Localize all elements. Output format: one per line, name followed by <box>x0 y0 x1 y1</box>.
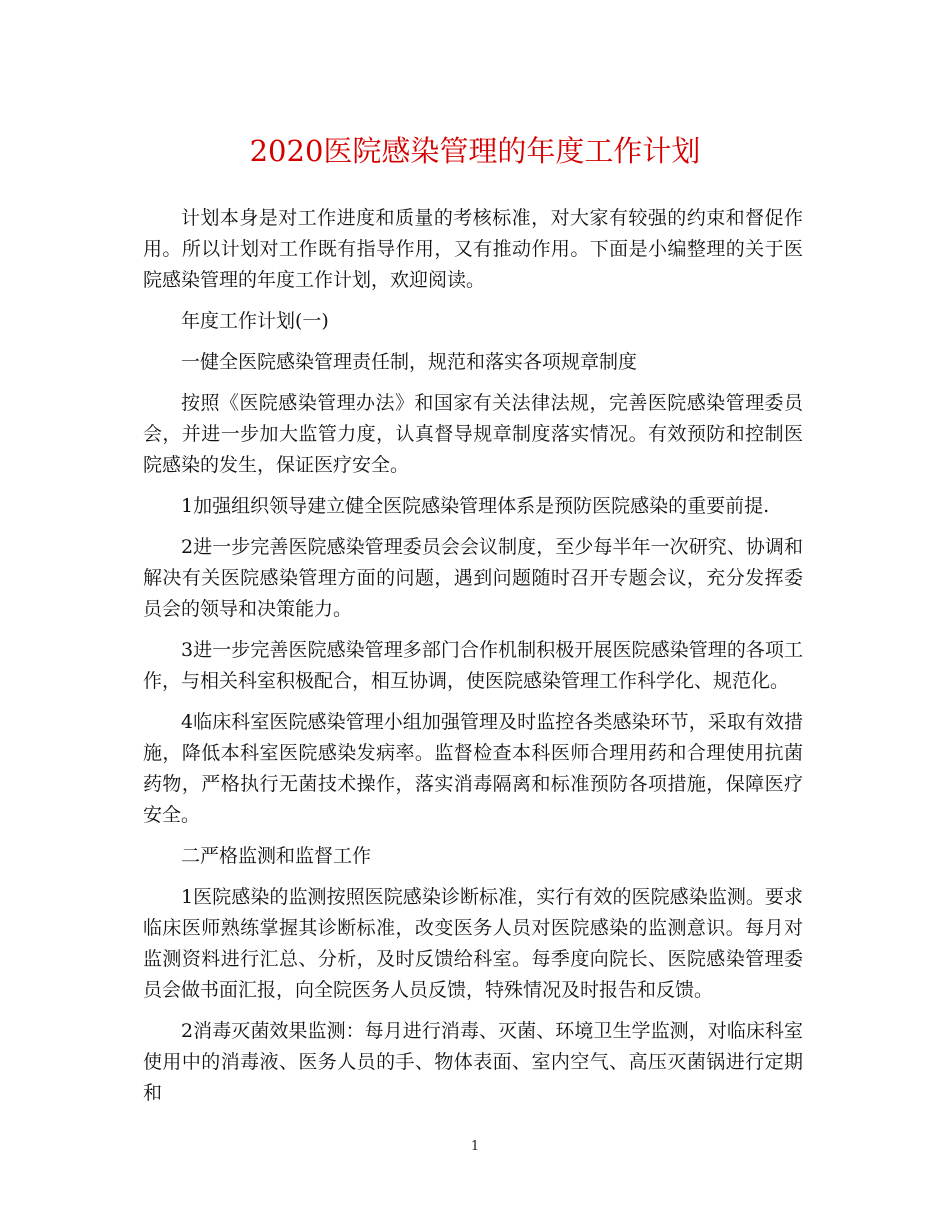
document-body <box>143 203 803 1119</box>
paragraph-monitoring-2: 2消毒灭菌效果监测：每月进行消毒、灭菌、环境卫生学监测，对临床科室使用中的消毒液、医务人员的手、物体表面、室内空气、高压灭菌锅进行定期和 <box>143 1020 803 1104</box>
section-heading-plan-1: 年度工作计划(一) <box>181 310 329 332</box>
paragraph-item-4: 4临床科室医院感染管理小组加强管理及时监控各类感染环节，采取有效措施，降低本科室医院感染发病率。监督检查本科医师合理用药和合理使用抗菌药物，严格执行无菌技术操作，落实消毒隔离和标准预防各项措施，保障医疗安全。 <box>143 711 803 826</box>
paragraph-item-2: 2进一步完善医院感染管理委员会会议制度，至少每半年一次研究、协调和解决有关医院感染管理方面的问题，遇到问题随时召开专题会议，充分发挥委员会的领导和决策能力。 <box>143 536 803 620</box>
page-number: 1 <box>470 1139 480 1154</box>
paragraph-item-3: 3进一步完善医院感染管理多部门合作机制积极开展医院感染管理的各项工作，与相关科室积极配合，相互协调，使医院感染管理工作科学化、规范化。 <box>143 639 803 692</box>
paragraph-intro: 计划本身是对工作进度和质量的考核标准，对大家有较强的约束和督促作用。所以计划对工作既有指导作用，又有推动作用。下面是小编整理的关于医院感染管理的年度工作计划，欢迎阅读。 <box>143 207 803 291</box>
section-heading-monitoring: 二严格监测和监督工作 <box>181 845 372 867</box>
document-title: 2020医院感染管理的年度工作计划 <box>249 134 701 168</box>
paragraph-regulations: 按照《医院感染管理办法》和国家有关法律法规，完善医院感染管理委员会，并进一步加大监管力度，认真督导规章制度落实情况。有效预防和控制医院感染的发生，保证医疗安全。 <box>143 392 803 476</box>
paragraph-monitoring-1: 1医院感染的监测按照医院感染诊断标准，实行有效的医院感染监测。要求临床医师熟练掌握其诊断标准，改变医务人员对医院感染的监测意识。每月对监测资料进行汇总、分析，及时反馈给科室。每季度向院长、医院感染管理委员会做书面汇报，向全院医务人员反馈，特殊情况及时报告和反馈。 <box>143 886 803 1001</box>
paragraph-item-1: 1加强组织领导建立健全医院感染管理体系是预防医院感染的重要前提. <box>181 495 770 517</box>
section-heading-responsibility: 一健全医院感染管理责任制，规范和落实各项规章制度 <box>181 351 638 373</box>
